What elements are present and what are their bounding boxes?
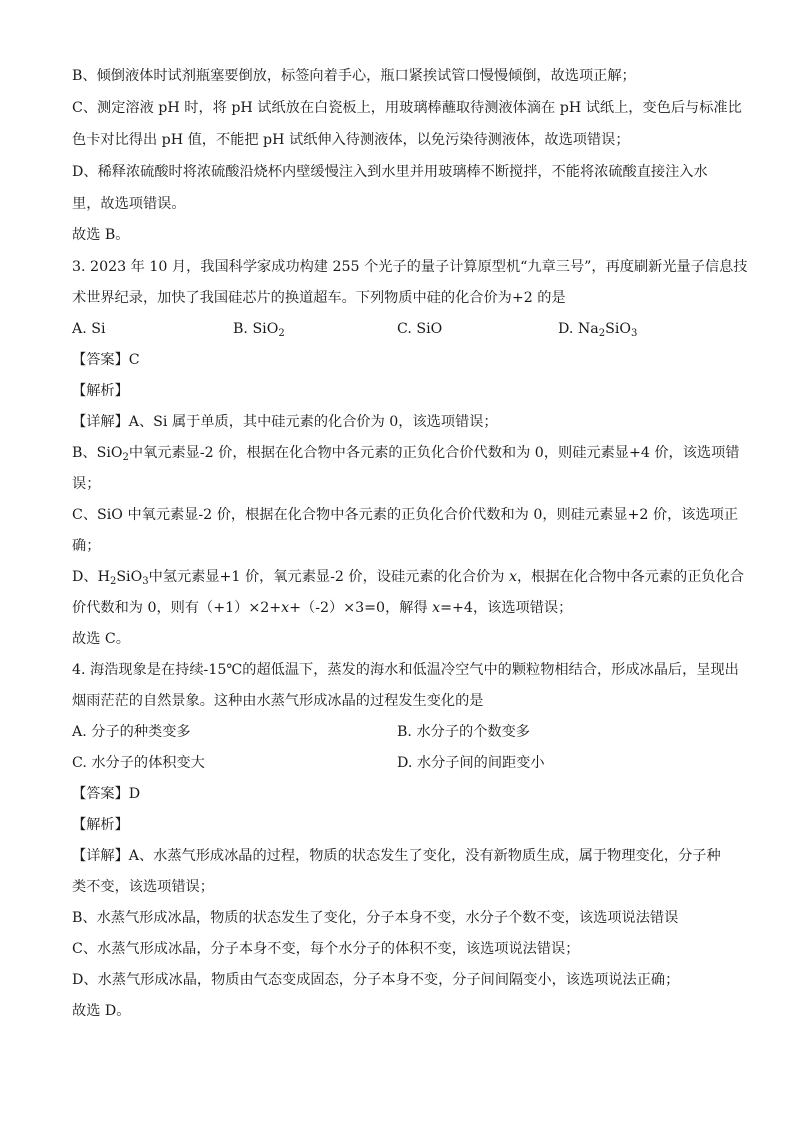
q3-answer: 【答案】C xyxy=(72,352,140,368)
q3-detail-b-line1: B、SiO$_2$中氧元素显-2 价，根据在化合物中各元素的正负化合价代数和为 0，则硅元素显+4 价，该选项错 xyxy=(72,445,740,463)
q3-option-d: D. $Na_2SiO_3$ xyxy=(558,321,638,339)
q4-answer: 【答案】D xyxy=(72,786,141,802)
q4-option-c: C. 水分子的体积变大 xyxy=(72,755,205,771)
q4-option-d: D. 水分子间的间距变小 xyxy=(397,755,545,771)
q4-analysis-heading: 【解析】 xyxy=(72,817,129,833)
q2-option-c-explanation-line2: 色卡对比得出 pH 值，不能把 pH 试纸伸入待测液体，以免污染待测液体，故选项错误； xyxy=(72,132,630,148)
q4-detail-a-line2: 类不变，该选项错误； xyxy=(72,879,214,895)
q4-option-a: A. 分子的种类变多 xyxy=(72,724,191,740)
q3-option-a: A. Si xyxy=(72,321,106,337)
q3-stem-line1: 3. 2023 年 10 月，我国科学家成功构建 255 个光子的量子计算原型机“九章三号”，再度刷新光量子信息技 xyxy=(72,259,748,275)
q3-detail-b-line2: 误； xyxy=(72,476,101,492)
q3-conclusion: 故选 C。 xyxy=(72,631,130,647)
q3-option-c: C. SiO xyxy=(397,321,443,337)
q3-option-b: B. SiO$_2$ xyxy=(233,321,285,339)
q2-option-d-explanation-line2: 里，故选项错误。 xyxy=(72,196,186,212)
q4-detail-b: B、水蒸气形成冰晶，物质的状态发生了变化，分子本身不变，水分子个数不变，该选项说法错误 xyxy=(72,910,679,926)
q4-stem-line2: 烟雨茫茫的自然景象。这种由水蒸气形成冰晶的过程发生变化的是 xyxy=(72,693,484,709)
q3-stem-line2: 术世界纪录，加快了我国硅芯片的换道超车。下列物质中硅的化合价为+2 的是 xyxy=(72,290,566,306)
q4-conclusion: 故选 D。 xyxy=(72,1003,131,1019)
q4-detail-c: C、水蒸气形成冰晶，分子本身不变，每个水分子的体积不变，该选项说法错误； xyxy=(72,941,580,957)
q4-option-b: B. 水分子的个数变多 xyxy=(397,724,530,740)
q2-option-c-explanation-line1: C、测定溶液 pH 时，将 pH 试纸放在白瓷板上，用玻璃棒蘸取待测液体滴在 pH 试纸上，变色后与标准比 xyxy=(72,100,742,116)
q3-detail-a: 【详解】A、Si 属于单质，其中硅元素的化合价为 0，该选项错误； xyxy=(72,414,498,430)
q2-option-b-explanation: B、倾倒液体时试剂瓶塞要倒放，标签向着手心，瓶口紧挨试管口慢慢倾倒，故选项正解； xyxy=(72,68,636,84)
q3-detail-c-line2: 确； xyxy=(72,538,101,554)
q4-detail-a-line1: 【详解】A、水蒸气形成冰晶的过程，物质的状态发生了变化，没有新物质生成，属于物理变化，分子种 xyxy=(72,848,721,864)
q3-analysis-heading: 【解析】 xyxy=(72,383,129,399)
q3-detail-d-line2: 价代数和为 0，则有（+1）×2+x+（-2）×3=0，解得 x=+4，该选项错误； xyxy=(72,600,573,616)
q4-detail-d: D、水蒸气形成冰晶，物质由气态变成固态，分子本身不变，分子间间隔变小，该选项说法正确； xyxy=(72,972,680,988)
q2-conclusion: 故选 B。 xyxy=(72,227,130,243)
q3-detail-d-line1: D、$H_2SiO_3$中氢元素显+1 价，氧元素显-2 价，设硅元素的化合价为 x，根据在化合物中各元素的正负化合 xyxy=(72,569,744,587)
q2-option-d-explanation-line1: D、稀释浓硫酸时将浓硫酸沿烧杯内壁缓慢注入到水里并用玻璃棒不断搅拌，不能将浓硫酸直接注入水 xyxy=(72,164,708,180)
q4-stem-line1: 4. 海浩现象是在持续-15℃的超低温下，蒸发的海水和低温冷空气中的颗粒物相结合，形成冰晶后，呈现出 xyxy=(72,662,739,678)
q3-detail-c-line1: C、SiO 中氧元素显-2 价，根据在化合物中各元素的正负化合价代数和为 0，则硅元素显+2 价，该选项正 xyxy=(72,507,739,523)
